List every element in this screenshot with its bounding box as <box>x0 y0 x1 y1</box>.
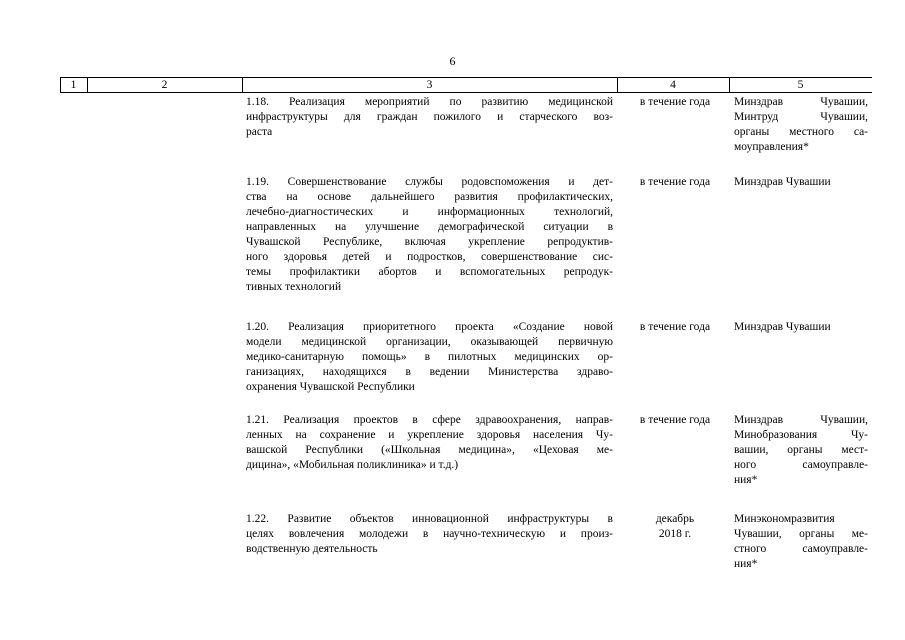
term-cell <box>620 95 730 110</box>
text-line: тивных технологий <box>246 281 342 293</box>
text-line: 1.22. Развитие объектов инновационной инфраструктуры в <box>246 513 613 525</box>
text-line: лечебно-диагностических и информационных технологий, <box>246 206 613 218</box>
executor-line: вашии, органы мест- <box>734 444 868 456</box>
text-line: раста <box>246 126 273 138</box>
executor-cell <box>734 320 868 335</box>
executor-cell <box>734 413 868 488</box>
text-line: ленных на сохранение и укрепление здоровья населения Чу- <box>246 429 613 441</box>
executor-cell <box>734 175 868 190</box>
measure-text <box>246 413 613 473</box>
text-line: ганизациях, находящихся в ведении Министерства здраво- <box>246 366 613 378</box>
executor-line: Минздрав Чувашии <box>734 176 831 188</box>
term-cell <box>620 512 730 542</box>
text-line: 1.20. Реализация приоритетного проекта «Создание новой <box>246 321 613 333</box>
header-col-5: 5 <box>797 79 804 91</box>
term-cell <box>620 175 730 190</box>
executor-line: ного самоуправле- <box>734 459 868 471</box>
executor-cell <box>734 95 868 155</box>
executor-line: Минздрав Чувашии, <box>734 414 868 426</box>
executor-line: Чувашии, органы ме- <box>734 528 868 540</box>
text-line: направленных на улучшение демографической ситуации в <box>246 221 613 233</box>
page-number: 6 <box>449 54 456 68</box>
header-col-2: 2 <box>161 79 168 91</box>
executor-line: Минздрав Чувашии <box>734 321 831 333</box>
text-line: водственную деятельность <box>246 543 378 555</box>
term-line: в течение года <box>639 176 711 188</box>
header-col-1: 1 <box>70 79 77 91</box>
executor-line: Минэкономразвития <box>734 513 835 525</box>
table-header-row <box>60 77 872 93</box>
text-line: охранения Чувашской Республики <box>246 381 415 393</box>
text-line: ства на основе дальнейшего развития профилактических, <box>246 191 613 203</box>
executor-line: Минобразования Чу- <box>734 429 868 441</box>
text-line: инфраструктуры для граждан пожилого и старческого воз- <box>246 111 613 123</box>
term-cell <box>620 320 730 335</box>
term-cell <box>620 413 730 428</box>
executor-line: ния* <box>734 558 758 570</box>
executor-line: моуправления* <box>734 141 809 153</box>
executor-line: Минтруд Чувашии, <box>734 111 868 123</box>
executor-cell <box>734 512 868 572</box>
text-line: темы профилактики абортов и вспомогательных репродук- <box>246 266 613 278</box>
header-col-4: 4 <box>670 79 676 91</box>
text-line: 1.19. Совершенствование службы родовспоможения и дет- <box>246 176 613 188</box>
header-col-3: 3 <box>426 79 433 91</box>
measure-text <box>246 175 613 295</box>
text-line: ного здоровья детей и подростков, совершенствование сис- <box>246 251 613 263</box>
measure-text <box>246 320 613 395</box>
executor-line: стного самоуправле- <box>734 543 868 555</box>
text-line: дицина», «Мобильная поликлиника» и т.д.) <box>246 459 459 471</box>
executor-line: Минздрав Чувашии, <box>734 96 868 108</box>
text-line: Чувашской Республике, включая укрепление репродуктив- <box>246 236 613 248</box>
term-line: в течение года <box>639 321 711 333</box>
text-line: 1.18. Реализация мероприятий по развитию медицинской <box>246 96 613 108</box>
measure-text <box>246 95 613 140</box>
term-line: 2018 г. <box>658 528 692 540</box>
term-line: декабрь <box>655 513 695 525</box>
term-line: в течение года <box>639 414 711 426</box>
measure-text <box>246 512 613 557</box>
text-line: медико-санитарную помощь» в пилотных медицинских ор- <box>246 351 613 363</box>
text-line: модели медицинской организации, оказывающей первичную <box>246 336 613 348</box>
text-line: вашской Республики («Школьная медицина», «Цеховая ме- <box>246 444 613 456</box>
text-line: 1.21. Реализация проектов в сфере здравоохранения, направ- <box>246 414 613 426</box>
executor-line: органы местного са- <box>734 126 868 138</box>
term-line: в течение года <box>639 96 711 108</box>
executor-line: ния* <box>734 474 758 486</box>
text-line: целях вовлечения молодежи в научно-техническую и произ- <box>246 528 613 540</box>
